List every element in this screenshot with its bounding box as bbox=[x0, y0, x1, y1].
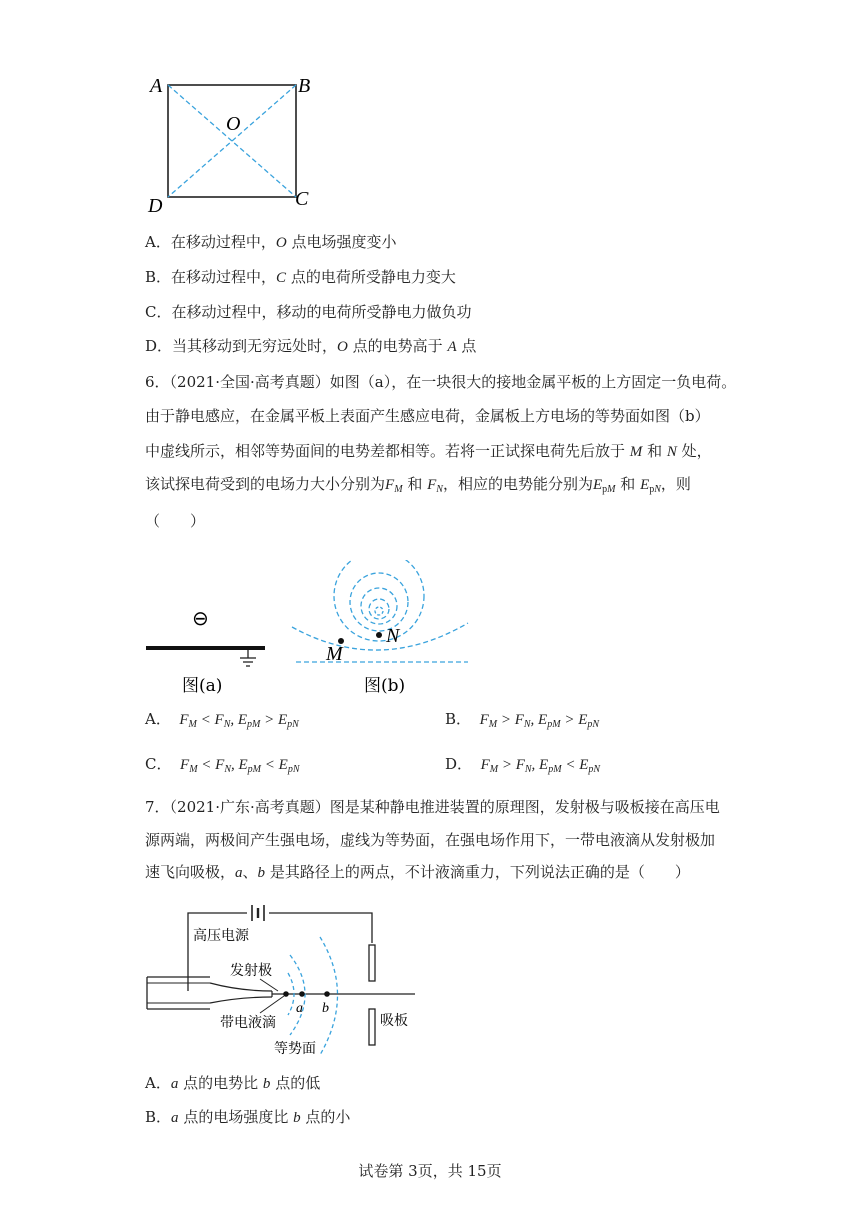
label-D: D bbox=[148, 195, 163, 217]
electrostatic-thruster-diagram bbox=[140, 895, 430, 1065]
label-point-a: a bbox=[296, 1001, 303, 1016]
q7-stem-line3: 速飞向吸极，a、b 是其路径上的两点，不计液滴重力，下列说法正确的是（ ） bbox=[145, 863, 690, 881]
q6-option-a[interactable]: A． $F_M < F_N$, $E_{pM} > E_{pN}$ bbox=[145, 710, 299, 730]
q6-stem-line4: 该试探电荷受到的电场力大小分别为$F_M$ 和 $F_N$，相应的电势能分别为$E_{pM}$ 和 $E_{pN}$，则 bbox=[145, 475, 691, 495]
q7-option-b[interactable]: B．a 点的电场强度比 b 点的小 bbox=[145, 1108, 351, 1126]
q6-stem-line3: 中虚线所示，相邻等势面间的电势差都相等。若将一正试探电荷先后放于 M 和 N 处， bbox=[145, 442, 712, 460]
label-emitter: 发射极 bbox=[230, 963, 272, 979]
q5-option-a[interactable]: A．在移动过程中，O 点电场强度变小 bbox=[145, 233, 397, 251]
q7-option-a[interactable]: A．a 点的电势比 b 点的低 bbox=[145, 1074, 321, 1092]
page-footer: 试卷第 3页，共 15页 bbox=[358, 1162, 502, 1180]
q6-stem-line2: 由于静电感应，在金属平板上表面产生感应电荷，金属板上方电场的等势面如图（b） bbox=[145, 407, 710, 425]
q7-stem-line2: 源两端，两极间产生强电场，虚线为等势面，在强电场作用下，一带电液滴从发射极加 bbox=[145, 831, 716, 849]
label-C: C bbox=[295, 188, 309, 210]
q6-paren: （ ） bbox=[145, 512, 206, 530]
q6-option-b[interactable]: B． $F_M > F_N$, $E_{pM} > E_{pN}$ bbox=[445, 710, 600, 730]
q6-diagram bbox=[140, 560, 480, 700]
fig-b-N: N bbox=[386, 625, 400, 647]
q5-option-c[interactable]: C．在移动过程中，移动的电荷所受静电力做负功 bbox=[145, 303, 472, 321]
label-equipotential: 等势面 bbox=[274, 1041, 316, 1057]
fig-a-caption: 图(a) bbox=[182, 676, 223, 696]
label-A: A bbox=[150, 75, 163, 97]
label-power: 高压电源 bbox=[193, 928, 249, 944]
figure-square bbox=[140, 70, 330, 220]
q6-stem-line1: 6．（2021·全国·高考真题）如图（a），在一块很大的接地金属平板的上方固定一负电荷。 bbox=[145, 373, 737, 391]
q6-figures bbox=[140, 560, 480, 700]
q7-stem-line1: 7．（2021·广东·高考真题）图是某种静电推进装置的原理图，发射极与吸板接在高压电 bbox=[145, 798, 720, 816]
label-O: O bbox=[226, 113, 241, 135]
fig-b-caption: 图(b) bbox=[364, 676, 406, 696]
q5-option-b[interactable]: B．在移动过程中，C 点的电荷所受静电力变大 bbox=[145, 268, 456, 286]
label-absorber: 吸板 bbox=[380, 1013, 408, 1029]
q6-option-d[interactable]: D． $F_M > F_N$, $E_{pM} < E_{pN}$ bbox=[445, 755, 601, 775]
label-point-b: b bbox=[322, 1001, 329, 1016]
label-droplet: 带电液滴 bbox=[220, 1015, 276, 1031]
negative-charge: ⊖ bbox=[192, 606, 209, 630]
square-diagram bbox=[140, 70, 330, 220]
fig-b-M: M bbox=[326, 643, 343, 665]
q7-figure bbox=[140, 895, 430, 1065]
label-B: B bbox=[298, 75, 311, 97]
q6-option-c[interactable]: C． $F_M < F_N$, $E_{pM} < E_{pN}$ bbox=[145, 755, 300, 775]
q5-option-d[interactable]: D．当其移动到无穷远处时，O 点的电势高于 A 点 bbox=[145, 337, 477, 355]
